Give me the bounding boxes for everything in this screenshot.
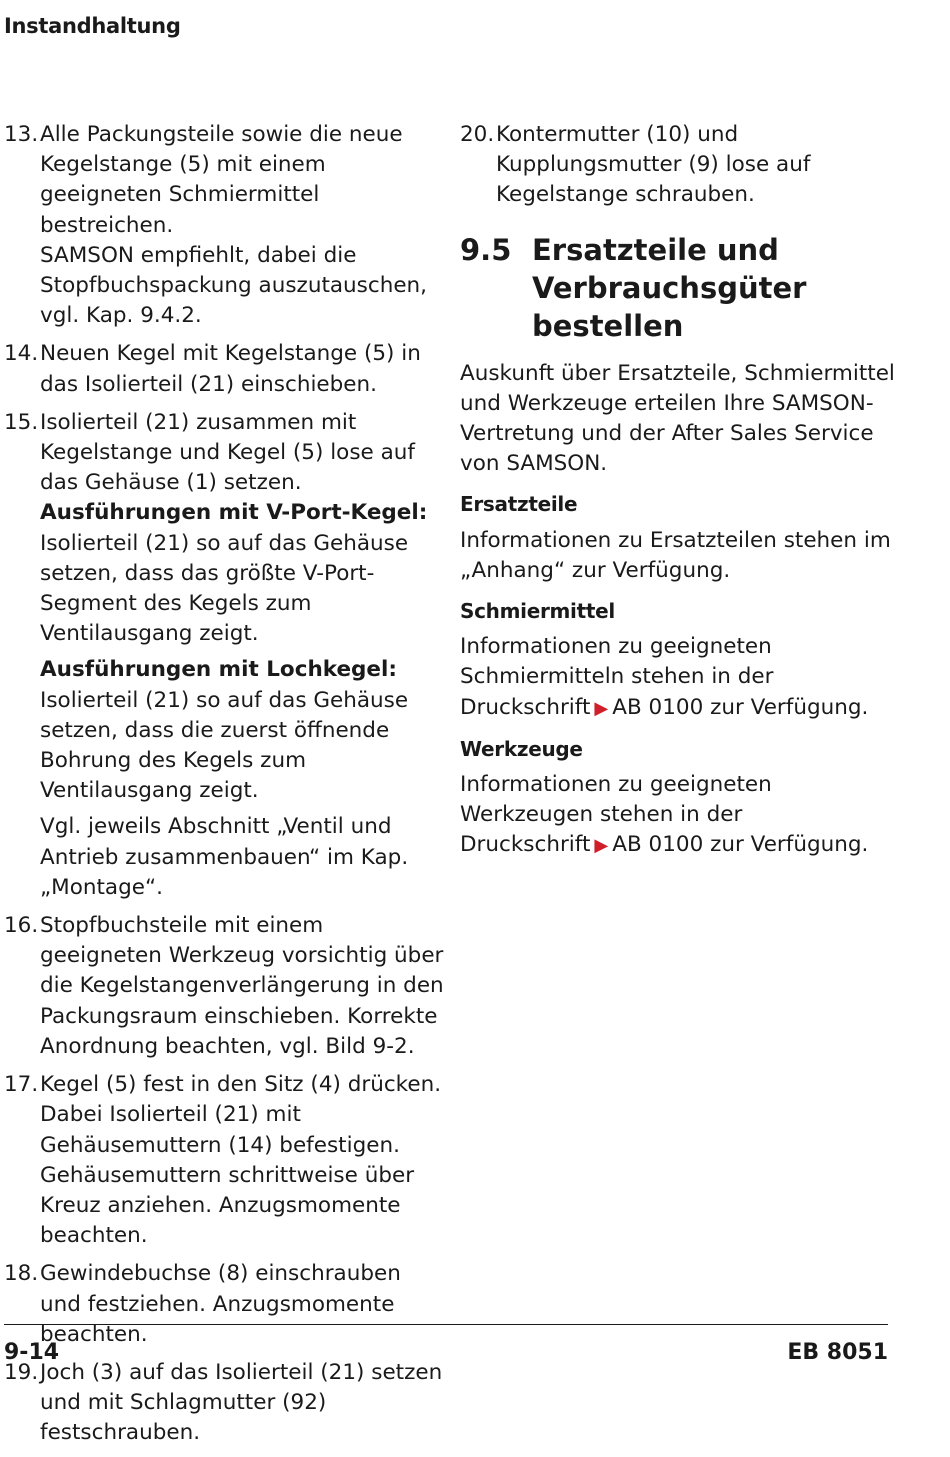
step-20 <box>460 120 900 211</box>
werkzeuge-text <box>460 770 900 862</box>
step-16 <box>4 911 444 1062</box>
step-13 <box>4 120 444 331</box>
running-head: Instandhaltung <box>4 14 181 38</box>
schmiermittel-text <box>460 632 900 724</box>
document-id: EB 8051 <box>787 1340 888 1365</box>
step-text: Alle Packungsteile sowie die neue Kegelstange (5) mit einem geeigneten Schmiermittel bestreichen. <box>40 122 403 238</box>
section-intro: Auskunft über Ersatzteile, Schmiermittel und Werkzeuge erteilen Ihre SAMSON-Vertretung und der After Sales Service von SAMSON. <box>460 360 895 477</box>
step-18 <box>4 1259 444 1350</box>
footer-divider <box>4 1324 888 1325</box>
step-text: Kegel (5) fest in den Sitz (4) drücken. Dabei Isolierteil (21) mit Gehäusemuttern (14) befestigen. Gehäusemuttern schrittweise über Kreuz anziehen. Anzugsmomente beachten. <box>40 1072 442 1249</box>
step-number: 13. <box>4 122 39 147</box>
vport-label: Ausführungen mit V-Port-Kegel: <box>40 500 428 526</box>
step-text: Gewindebuchse (8) einschrauben und festziehen. Anzugsmomente beachten. <box>40 1261 401 1347</box>
werkzeuge-doc-reference[interactable]: AB 0100 zur Verfügung. <box>612 832 869 858</box>
right-column <box>460 120 900 872</box>
step-14 <box>4 339 444 399</box>
step-number: 16. <box>4 913 39 939</box>
step-17 <box>4 1070 444 1251</box>
step-text: Neuen Kegel mit Kegelstange (5) in das Isolierteil (21) einschieben. <box>40 341 421 397</box>
vport-text: Isolierteil (21) so auf das Gehäuse setzen, dass das größte V-Port-Segment des Kegels zum Ventilausgang zeigt. <box>40 530 409 647</box>
step-number: 20. <box>460 122 495 147</box>
step-text: Joch (3) auf das Isolierteil (21) setzen und mit Schlagmutter (92) festschrauben. <box>40 1359 443 1446</box>
lochkegel-instruction <box>40 655 444 806</box>
right-triangle-arrow-icon: ▶ <box>594 697 609 719</box>
step-number: 17. <box>4 1072 39 1098</box>
schmiermittel-text-before: Informationen zu geeigneten Schmiermitteln stehen in der Druckschrift <box>460 634 774 720</box>
vport-instruction <box>40 498 444 649</box>
step-15 <box>4 408 444 903</box>
step-text: Kontermutter (10) und Kupplungsmutter (9) lose auf Kegelstange schrauben. <box>496 122 811 208</box>
werkzeuge-heading: Werkzeuge <box>460 736 583 761</box>
step-text: Stopfbuchsteile mit einem geeigneten Werkzeug vorsichtig über die Kegelstangenverlängerung in den Packungsraum einschieben. Korrekte Anordnung beachten, vgl. Bild 9-2. <box>40 913 444 1059</box>
step-number: 19. <box>4 1359 39 1385</box>
step-19 <box>4 1358 444 1449</box>
schmiermittel-doc-reference[interactable]: AB 0100 zur Verfügung. <box>612 694 869 720</box>
ersatzteile-text: Informationen zu Ersatzteilen stehen im „Anhang“ zur Verfügung. <box>460 527 891 583</box>
right-triangle-arrow-icon: ▶ <box>594 835 609 857</box>
step-number: 14. <box>4 341 39 367</box>
section-heading <box>460 231 900 345</box>
schmiermittel-heading: Schmiermittel <box>460 599 615 624</box>
werkzeuge-text-before: Informationen zu geeigneten Werkzeugen stehen in der Druckschrift <box>460 772 772 858</box>
section-title: Ersatzteile und Verbrauchsgüter bestellen <box>532 232 807 343</box>
step-number: 18. <box>4 1261 39 1287</box>
lochkegel-text: Isolierteil (21) so auf das Gehäuse setzen, dass die zuerst öffnende Bohrung des Kegels zum Ventilausgang zeigt. <box>40 687 409 804</box>
reference-note: Vgl. jeweils Abschnitt „Ventil und Antrieb zusammenbauen“ im Kap. „Montage“. <box>40 814 409 900</box>
section-number: 9.5 <box>460 232 512 267</box>
step-number: 15. <box>4 409 39 435</box>
ersatzteile-heading: Ersatzteile <box>460 492 578 517</box>
step-text: Isolierteil (21) zusammen mit Kegelstange und Kegel (5) lose auf das Gehäuse (1) setzen. <box>40 409 415 496</box>
page-number: 9-14 <box>4 1340 60 1365</box>
lochkegel-label: Ausführungen mit Lochkegel: <box>40 657 397 683</box>
left-column <box>4 120 444 1457</box>
step-text: SAMSON empfiehlt, dabei die Stopfbuchspackung auszutauschen, vgl. Kap. 9.4.2. <box>40 242 428 329</box>
